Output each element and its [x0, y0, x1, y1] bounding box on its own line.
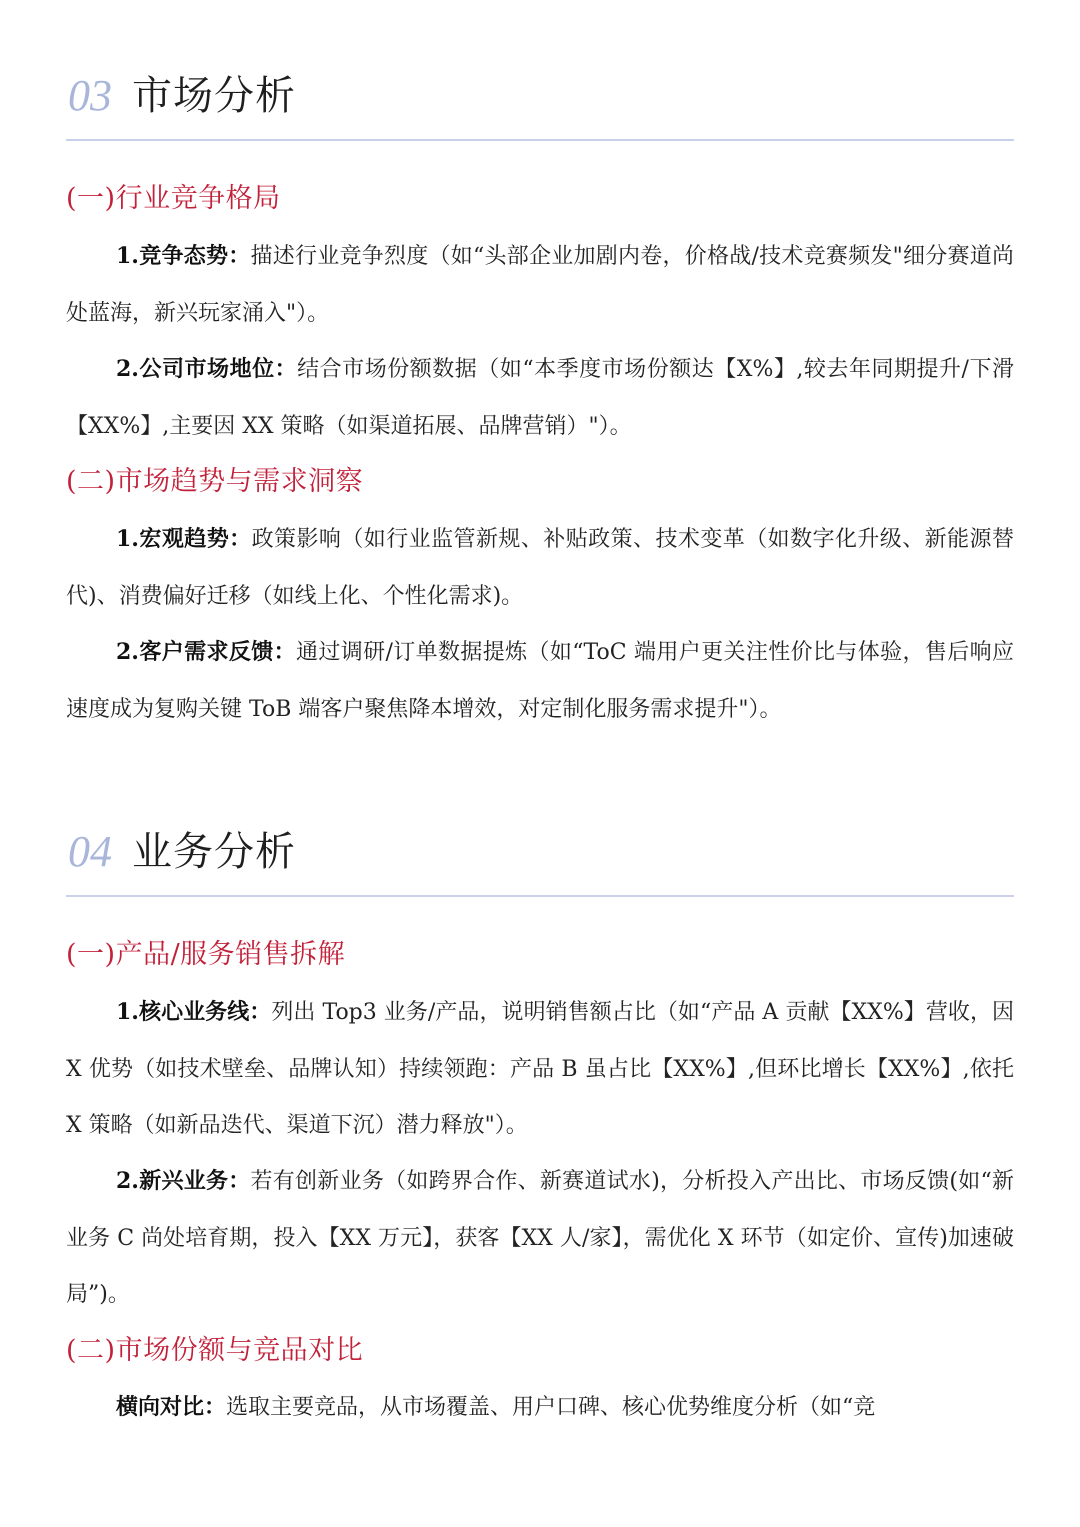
- section-header-04: [66, 822, 1014, 892]
- paragraph-text: 列出 Top3 业务/产品，说明销售额占比（如“产品 A 贡献【XX%】营收，因 X 优势（如技术壁垒、品牌认知）持续领跑：产品 B 虽占比【XX%】,但环比增长【XX%】,依托 X 策略（如新品迭代、渠道下沉）潜力释放"）。: [66, 1000, 1014, 1138]
- paragraph: [66, 511, 1014, 625]
- paragraph: [66, 624, 1014, 738]
- paragraph-label: 2.新兴业务：: [116, 1168, 251, 1194]
- subsection-heading: (一)行业竞争格局: [66, 183, 281, 214]
- paragraph-text: 政策影响（如行业监管新规、补贴政策、技术变革（如数字化升级、新能源替代)、消费偏好迁移（如线上化、个性化需求)。: [66, 527, 1014, 609]
- section-divider: [66, 895, 1014, 897]
- paragraph-label: 2.公司市场地位：: [116, 356, 298, 382]
- paragraph: [66, 228, 1014, 342]
- paragraph-label: 2.客户需求反馈：: [116, 639, 296, 665]
- section-header-03: [66, 66, 1014, 136]
- paragraph-label: 横向对比：: [116, 1394, 227, 1420]
- paragraph-text: 描述行业竞争烈度（如“头部企业加剧内卷，价格战/技术竞赛频发"细分赛道尚处蓝海，新兴玩家涌入"）。: [66, 244, 1014, 326]
- subsection-heading: (二)市场趋势与需求洞察: [66, 466, 364, 497]
- paragraph-text: 结合市场份额数据（如“本季度市场份额达【X%】,较去年同期提升/下滑【XX%】,主要因 XX 策略（如渠道拓展、品牌营销）"）。: [66, 357, 1014, 439]
- paragraph-text: 通过调研/订单数据提炼（如“ToC 端用户更关注性价比与体验，售后响应速度成为复购关键 ToB 端客户聚焦降本增效，对定制化服务需求提升"）。: [66, 640, 1014, 722]
- section-title: 市场分析: [132, 73, 296, 119]
- paragraph-text: 若有创新业务（如跨界合作、新赛道试水)，分析投入产出比、市场反馈(如“新业务 C 尚处培育期，投入【XX 万元】，获客【XX 人/家】，需优化 X 环节（如定价、宣传)加速破局”)。: [66, 1169, 1015, 1307]
- paragraph-text: 选取主要竞品，从市场覆盖、用户口碑、核心优势维度分析（如“竞: [226, 1395, 876, 1420]
- subsection-heading: (二)市场份额与竞品对比: [66, 1335, 364, 1366]
- section-title: 业务分析: [132, 829, 296, 875]
- paragraph-label: 1.竞争态势：: [116, 243, 251, 269]
- paragraph: [66, 984, 1014, 1155]
- paragraph: [66, 341, 1014, 455]
- paragraph: [66, 1379, 1014, 1437]
- section-number: 03: [68, 71, 112, 120]
- paragraph-label: 1.宏观趋势：: [116, 526, 252, 552]
- paragraph-label: 1.核心业务线：: [116, 999, 272, 1025]
- paragraph: [66, 1153, 1014, 1324]
- section-number: 04: [68, 827, 112, 876]
- section-divider: [66, 139, 1014, 141]
- subsection-heading: (一)产品/服务销售拆解: [66, 939, 346, 970]
